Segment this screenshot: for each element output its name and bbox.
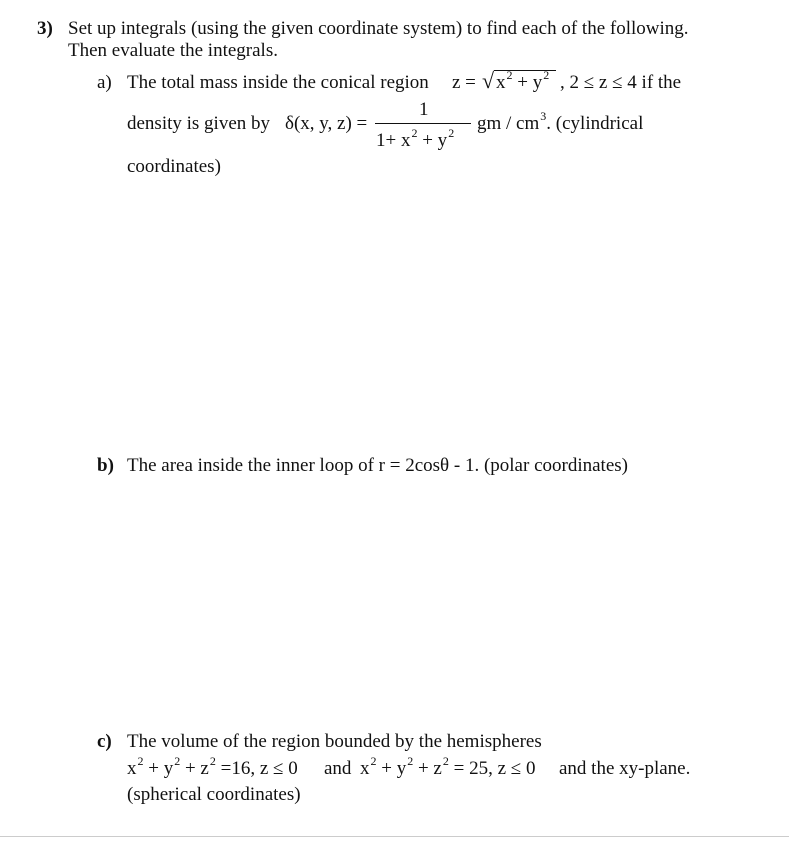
part-a-coordinates: coordinates) — [127, 156, 221, 177]
fraction-denominator: $1+ x^2 + y^2$ — [376, 126, 455, 151]
hemisphere-equation-1: $x^2 + y^2 + z^2 =16$, z ≤ 0 — [127, 754, 298, 779]
density-text: density is given by — [127, 113, 271, 134]
part-a-text: The total mass inside the conical region — [127, 72, 429, 93]
density-units: gm / $cm^3$. (cylindrical — [477, 109, 644, 134]
hemisphere-equation-2: $x^2 + y^2 + z^2 = 25$, z ≤ 0 — [360, 754, 536, 779]
density-function: δ(x, y, z) = — [285, 113, 368, 134]
part-c-coordinates: (spherical coordinates) — [127, 784, 301, 805]
problem-instructions-line1: Set up integrals (using the given coordinate system) to find each of the following. — [68, 18, 689, 39]
z-range: , 2 ≤ z ≤ 4 if the — [560, 72, 682, 93]
sqrt-radical: √ — [482, 68, 495, 93]
problem-instructions-line2: Then evaluate the integrals. — [68, 40, 278, 61]
part-a-label: a) — [97, 72, 112, 93]
part-c-line1: The volume of the region bounded by the hemispheres — [127, 731, 542, 752]
part-c-label: c) — [97, 731, 112, 752]
fraction-numerator: 1 — [419, 99, 429, 120]
page-bottom-border — [0, 836, 789, 837]
problem-number: 3) — [37, 18, 53, 39]
part-b-label: b) — [97, 455, 114, 476]
part-c-tail: and the xy-plane. — [559, 758, 691, 779]
part-b-text: The area inside the inner loop of r = 2cosθ - 1. (polar coordinates) — [127, 455, 628, 476]
part-a-z-equals: z = — [452, 72, 476, 93]
and-text: and — [324, 758, 352, 779]
radicand: $x^2 + y^2$ — [496, 68, 550, 93]
fraction-bar — [375, 123, 471, 124]
